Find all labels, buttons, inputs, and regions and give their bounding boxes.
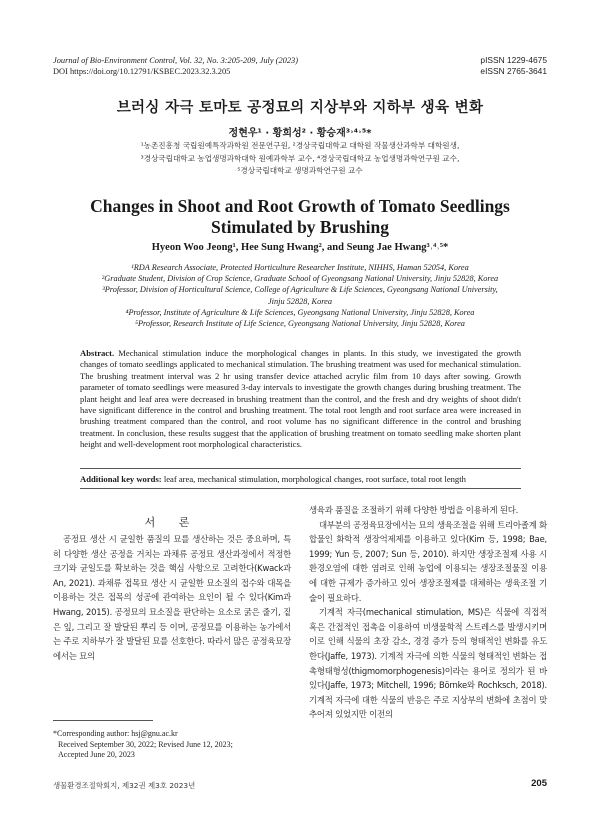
abstract	[80, 348, 521, 451]
corresponding-author: *Corresponding author: hsj@gnu.ac.kr	[53, 729, 178, 738]
footer-journal: 생물환경조절학회지, 제32권 제3호 2023년	[53, 781, 196, 790]
received-dates: Received September 30, 2022; Revised June 12, 2023;	[58, 739, 233, 749]
footnote	[53, 729, 291, 761]
english-title-line: Changes in Shoot and Root Growth of Tomato Seedlings	[90, 196, 510, 216]
pissn: pISSN 1229-4675	[480, 55, 547, 65]
intro-paragraph: 공정묘 생산 시 균일한 품질의 묘를 생산하는 것은 중요하며, 특히 다양한 생산 공정을 거치는 과채류 공정묘 생산과정에서 적정한 크기와 균일도를 확보하는 것을 핵심 사항으로 고려한다(Kwack과 An, 2021). 과채류 접목묘 생산 시 균일한 묘소질의 접수와 대목을 이용하는 것은 접목의 성공에 관여하는 요인이 될 수 있다(Kim과 Hwang, 2015). 공정묘의 묘소질을 판단하는 요소로 굵은 줄기, 짙은 잎, 그리고 잘 발달된 뿌리 등 이며, 공정묘를 이용하는 농가에서는 주로 지하부가 잘 발달된 묘를 선호한다. 따라서 많은 공정육묘장에서는 묘의	[53, 534, 291, 661]
english-affiliation-line: ³Professor, Division of Horticultural Science, College of Agriculture & Life Sciences, Gyeongsang National University,	[102, 285, 498, 295]
abstract-label: Abstract.	[80, 348, 115, 358]
english-affiliation-line: ¹RDA Research Associate, Protected Horticulture Researcher Institute, NIHHS, Haman 52054, Korea	[131, 263, 469, 272]
english-affiliation-line: ²Graduate Student, Division of Crop Science, Graduate School of Gyeongsang National University, Jinju 52828, Korea	[101, 274, 499, 284]
accepted-date: Accepted June 20, 2023	[58, 750, 135, 760]
journal-citation: Journal of Bio-Environment Control, Vol. 32, No. 3:205-209, July (2023)	[53, 56, 299, 65]
korean-affiliation-line: ⁵경상국립대학교 생명과학연구원 교수	[237, 166, 363, 175]
section-heading-introduction: 서 론	[144, 516, 200, 529]
korean-affiliation-line: ¹농촌진흥청 국립원예특작과학원 전문연구원, ²경상국립대학교 대학원 작물생산과학부 대학원생,	[140, 141, 460, 150]
korean-affiliations	[0, 140, 600, 178]
keywords-divider	[80, 488, 521, 489]
abstract-text: Mechanical stimulation induce the morphological changes in plants. In this study, we investigated the growth changes of tomato seedlings applicated to mechanical stimulation. The brushing treatment was used for mechanical stimulation. The brushing treatment interval was 2 hr using transfer device attached acrylic film from 10 days after sowing. Growth parameter of tomato seedlings were measured 3-day intervals to investigate the growth changes during brushing treatment. The plant height and leaf area were decreased in brushing treatment than the control, and the fresh and dry weights of shoot didn't have significant difference in the control and brushing treatment. The total root length and root surface area were increased in brushing treatment compared than the control, and root volume has no significant difference in the control and brushing treatment. In conclusion, these results suggest that the application of brushing treatment on tomato seedling make shorten plant height and well-development root morphological characteristics.	[80, 348, 521, 450]
korean-title: 브러싱 자극 토마토 공정묘의 지상부와 지하부 생육 변화	[116, 100, 484, 116]
english-affiliations	[0, 262, 600, 329]
abstract-divider	[80, 468, 521, 469]
footnote-divider	[53, 720, 153, 721]
page-number: 205	[531, 778, 547, 789]
intro-paragraph: 기계적 자극(mechanical stimulation, MS)은 식물에 직접적 혹은 간접적인 접촉을 이용하여 비생물학적 스트레스를 발생시키며 이로 인해 식물의 초장 감소, 경경 증가 등의 형태적인 변화를 유도한다(Jaffe, 1973). 기계적 자극에 의한 식물의 형태적인 변화는 접촉형태형성(thigmomorphogenesis)이라는 용어로 정의가 된 바 있다(Jaffe, 1973; Mitchell, 1996; Börnke와 Rochksch, 2018). 기계적 자극에 대한 식물의 반응은 주로 지상부의 변화에 초점이 맞추어져 있었지만 이전의	[309, 607, 547, 720]
korean-affiliation-line: ³경상국립대학교 농업생명과학대학 원예과학부 교수, ⁴경상국립대학교 농업생명과학연구원 교수,	[140, 153, 460, 163]
eissn: eISSN 2765-3641	[480, 66, 547, 76]
english-title-line: Stimulated by Brushing	[211, 217, 389, 237]
english-authors: Hyeon Woo Jeong¹, Hee Sung Hwang², and Seung Jae Hwang³˒⁴˒⁵*	[151, 242, 449, 253]
keywords-label: Additional key words:	[80, 474, 162, 484]
intro-paragraph-continuation: 생육과 품질을 조절하기 위해 다양한 방법을 이용하게 된다.	[309, 505, 519, 515]
english-affiliation-line: ⁵Professor, Research Institute of Life Science, Gyeongsang National University, Jinju 52828, Korea	[135, 319, 465, 329]
english-affiliation-line: ⁴Professor, Institute of Agriculture & Life Sciences, Gyeongsang National University, Jinju 52828, Korea	[125, 307, 475, 317]
intro-right-column	[309, 503, 547, 722]
intro-left-column	[53, 532, 291, 663]
keywords	[80, 474, 521, 485]
english-affiliation-line: Jinju 52828, Korea	[268, 296, 332, 306]
english-title	[0, 196, 600, 238]
korean-authors: 정현우¹ · 황희성² · 황승재³˒⁴˒⁵*	[228, 128, 372, 139]
intro-paragraph: 대부분의 공정육묘장에서는 묘의 생육조절을 위해 트리아졸계 화합물인 화학적 생장억제제를 이용하고 있다(Kim 등, 1998; Bae, 1999; Yun 등, 2007; Sun 등, 2010). 하지만 생장조절제 사용 시 환경오염에 대한 염려로 인해 농업에 이용되는 생장조절물질 이용에 대한 규제가 증가하고 있어 생장조절제를 대체하는 생육조절 기술이 필요하다.	[309, 519, 547, 603]
keywords-text: leaf area, mechanical stimulation, morphological changes, root surface, total root length	[163, 474, 466, 484]
doi-line: DOI https://doi.org/10.12791/KSBEC.2023.32.3.205	[53, 67, 231, 76]
